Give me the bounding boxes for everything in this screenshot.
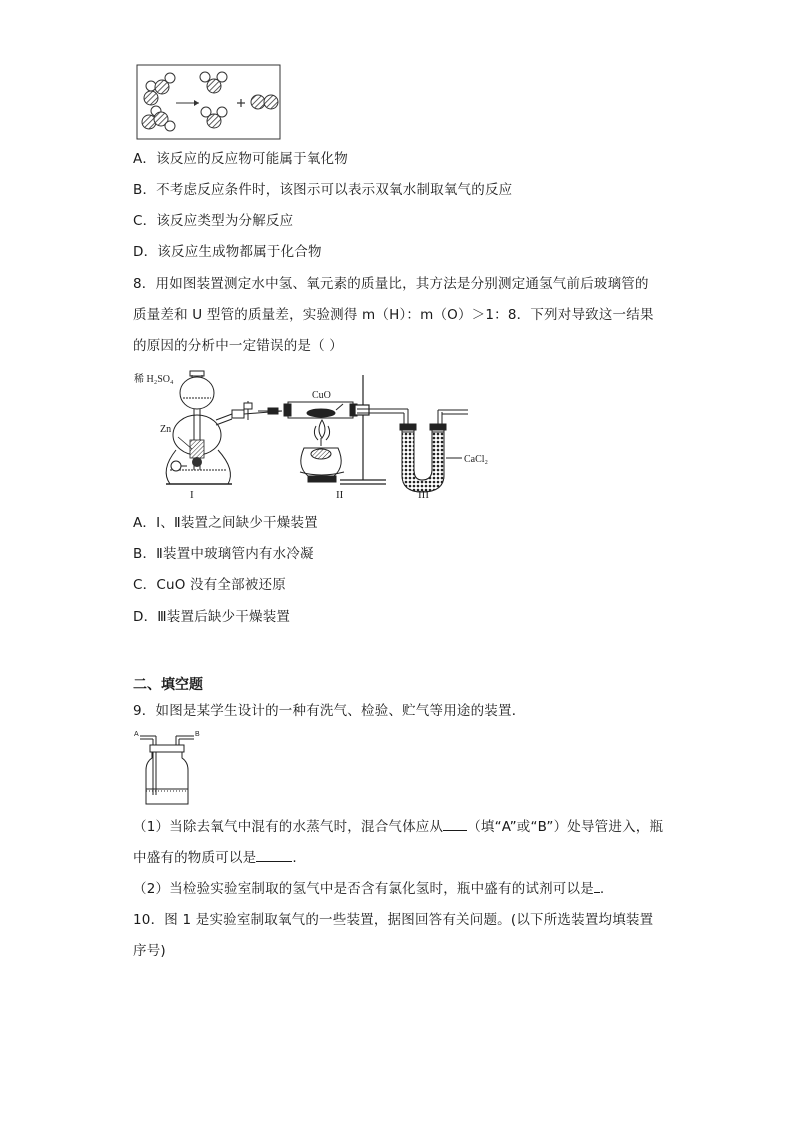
q9-stem: 9．如图是某学生设计的一种有洗气、检验、贮气等用途的装置．: [133, 703, 526, 719]
q8-option-b: B．Ⅱ装置中玻璃管内有水冷凝: [133, 546, 314, 562]
q7-option-a: A．该反应的反应物可能属于氧化物: [133, 151, 348, 167]
q9-part2-text-a: （2）当检验实验室制取的氢气中是否含有氯化氢时，瓶中盛有的试剂可以是: [133, 881, 594, 897]
label-zn: Zn: [160, 424, 172, 435]
label-dilute-h2so4: 稀 H₂SO₄: [134, 374, 174, 385]
q8-option-c: C．CuO 没有全部被还原: [133, 577, 286, 593]
q8-stem-line-1: 8．用如图装置测定水中氢、氧元素的质量比，其方法是分别测定通氢气前后玻璃管的: [133, 276, 649, 292]
q9-part1-text-c: 中盛有的物质可以是: [133, 850, 257, 866]
q9-part1-line2: [133, 848, 297, 867]
q8-stem-line-3: 的原因的分析中一定错误的是（ ）: [133, 338, 343, 354]
q9-blank-1[interactable]: [443, 817, 467, 831]
q8-stem-line-2: 质量差和 U 型管的质量差，实验测得 m（H）：m（O）＞1：8．下列对导致这一结果: [133, 307, 654, 323]
q10-line-1: 10．图 1 是实验室制取氧气的一些装置，据图回答有关问题。(以下所选装置均填装置: [133, 912, 654, 928]
q7-option-c: C．该反应类型为分解反应: [133, 213, 294, 229]
label-cacl2: CaCl₂: [464, 454, 489, 465]
q9-part1-text-b: （填“A”或“B”）处导管进入，瓶: [467, 819, 664, 835]
label-device-3: III: [418, 489, 429, 501]
label-device-2: II: [336, 489, 344, 501]
label-cuo: CuO: [312, 390, 331, 401]
label-b: B: [195, 731, 200, 738]
q7-option-b: B．不考虑反应条件时，该图示可以表示双氧水制取氧气的反应: [133, 182, 513, 198]
label-a: A: [134, 731, 139, 738]
q8-option-a: A．I、Ⅱ装置之间缺少干燥装置: [133, 515, 318, 531]
q7-option-d: D．该反应生成物都属于化合物: [133, 244, 322, 260]
q8-option-d: D．Ⅲ装置后缺少干燥装置: [133, 609, 291, 625]
q9-part1-line1: [133, 817, 663, 836]
q9-part2-text-b: .: [599, 881, 605, 897]
q9-blank-2[interactable]: [256, 848, 292, 862]
q9-part1-text-d: .: [292, 850, 297, 866]
q9-part1-text-a: （1）当除去氧气中混有的水蒸气时，混合气体应从: [133, 819, 444, 835]
q9-part2: [133, 879, 604, 898]
section-title: 二、填空题: [133, 677, 203, 693]
label-device-1: I: [190, 489, 194, 501]
q10-line-2: 序号): [133, 943, 166, 959]
